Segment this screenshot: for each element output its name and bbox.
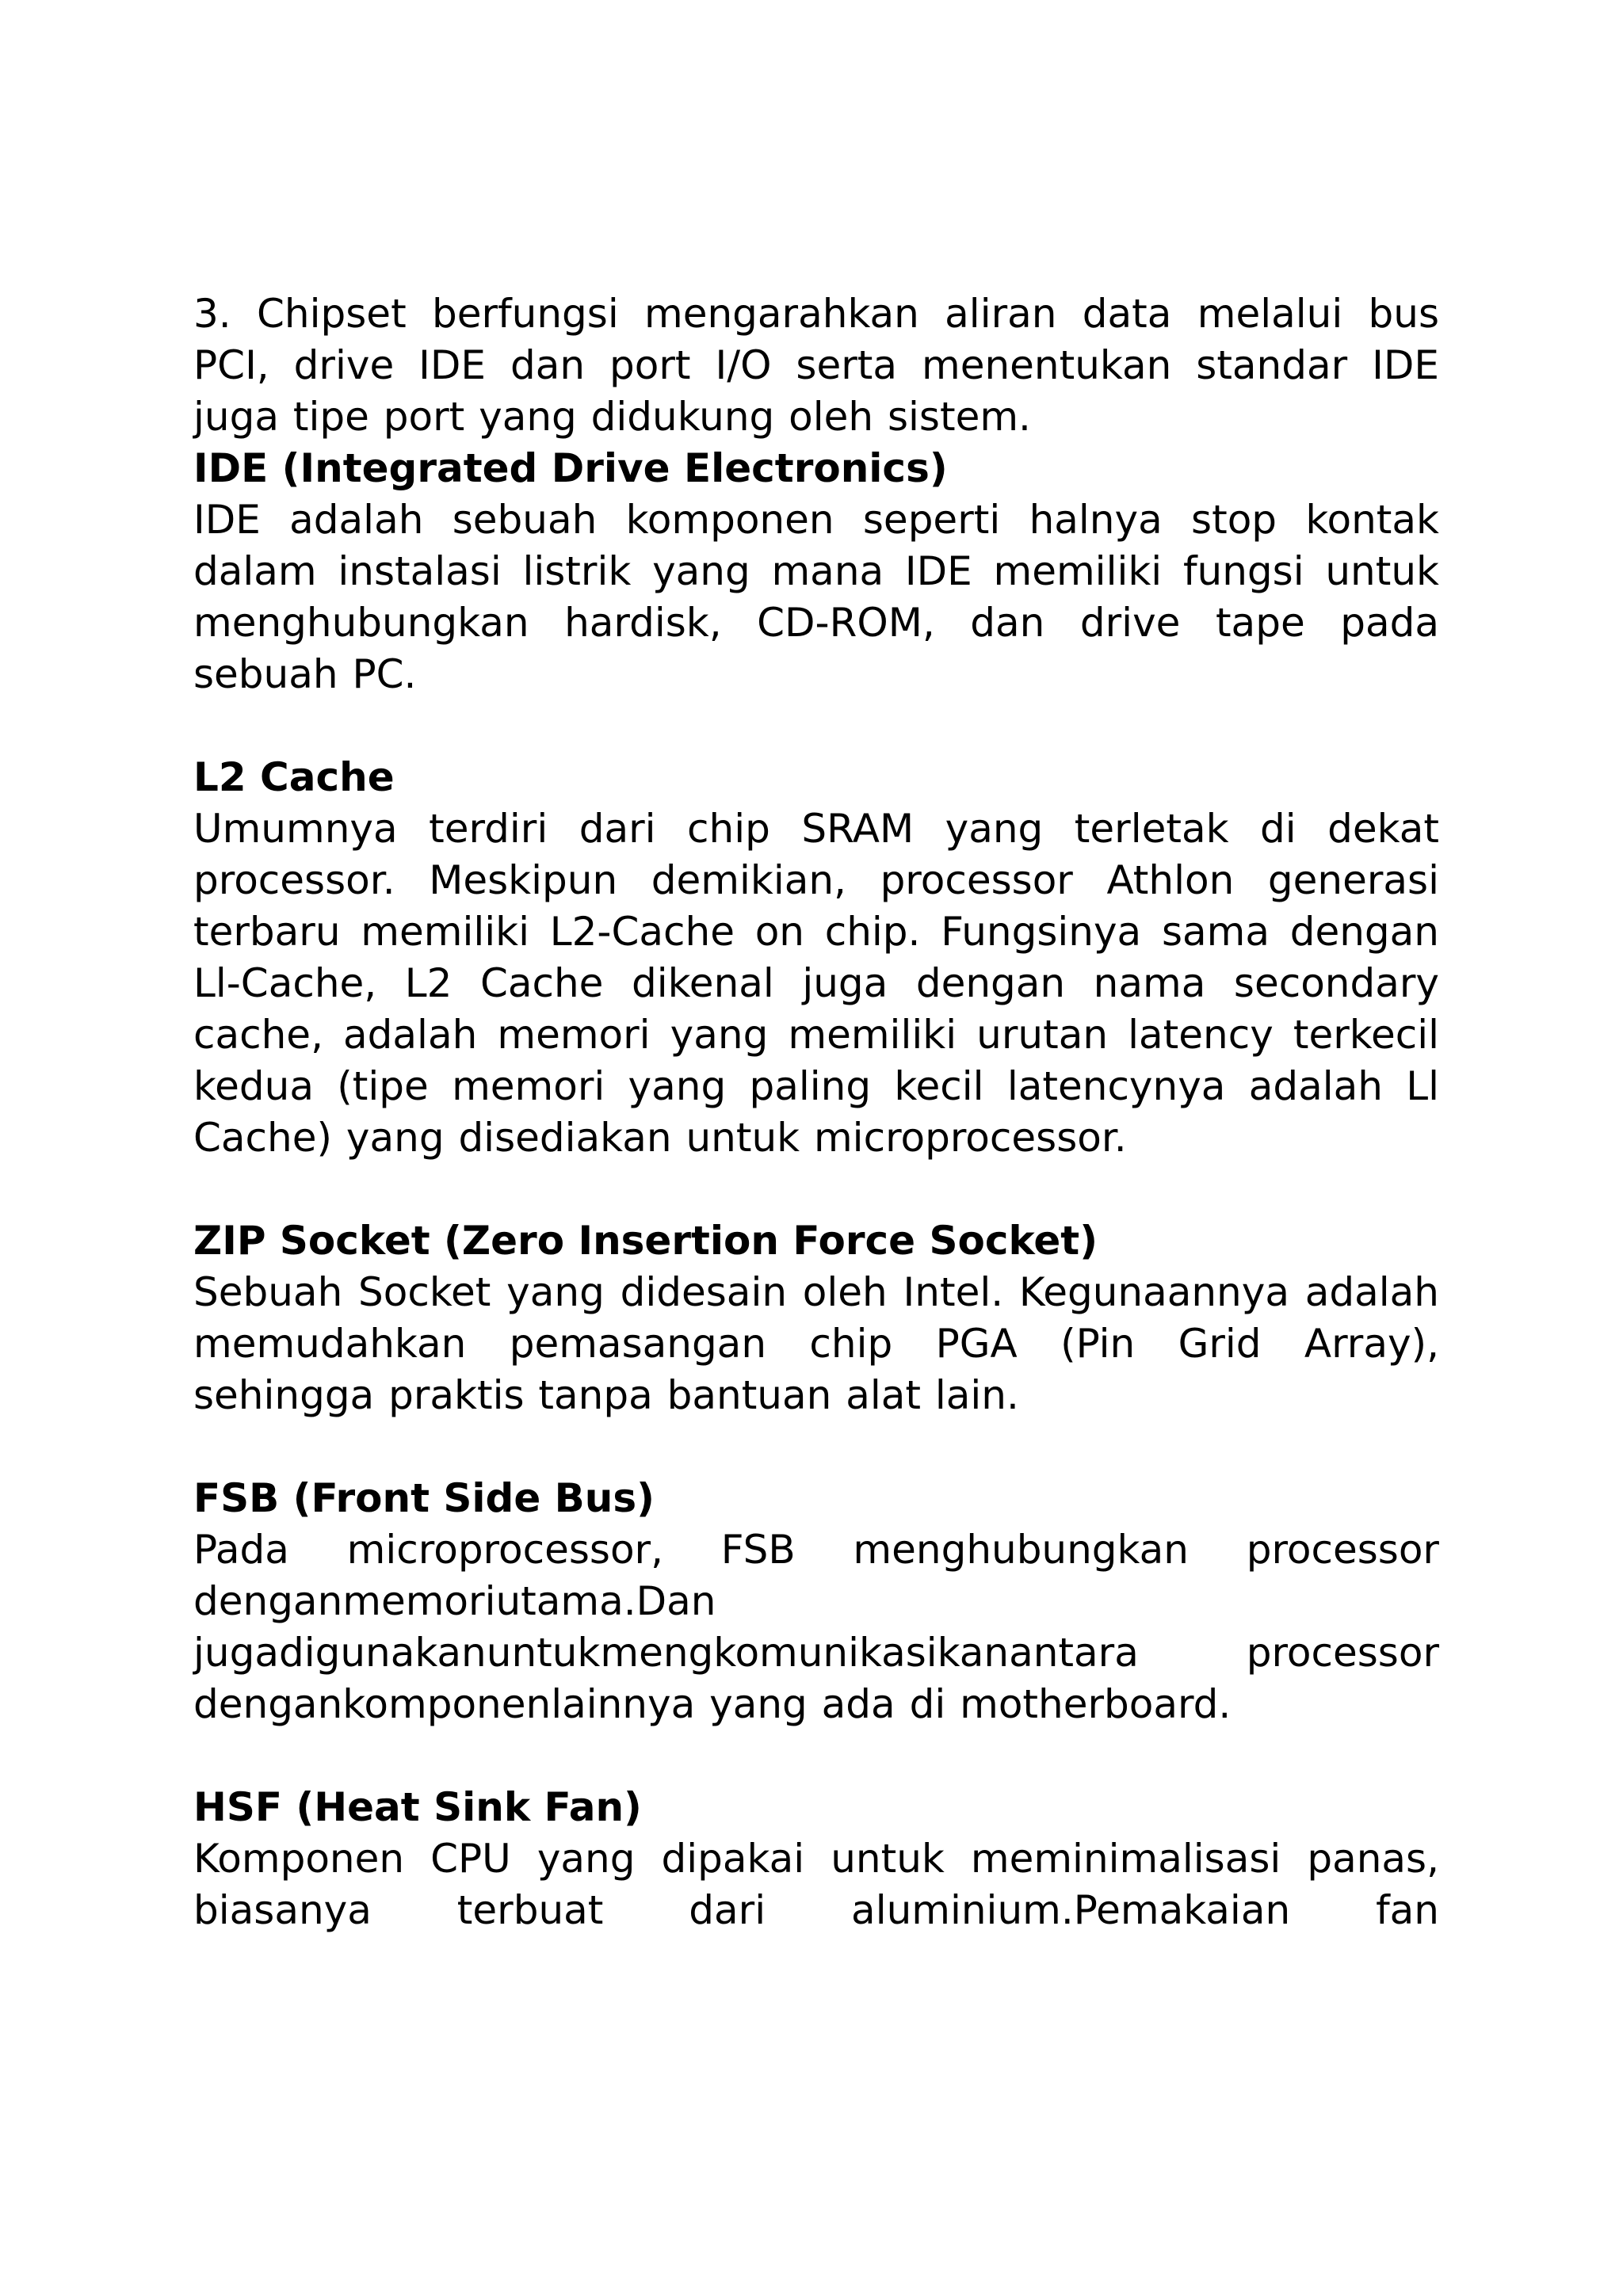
document-page — [193, 288, 1439, 1936]
section-body-l2-cache: Umumnya terdiri dari chip SRAM yang terletak di dekat processor. Meskipun demikian, processor Athlon generasi terbaru memiliki L2-Cache on chip. Fungsinya sama dengan Ll-Cache, L2 Cache dikenal juga dengan nama secondary cache, adalah memori yang memiliki urutan latency terkecil kedua (tipe memori yang paling kecil latencynya adalah Ll Cache) yang disediakan untuk microprocessor. — [193, 806, 1439, 1161]
section-body-fsb-line-4: dengankomponenlainnya yang ada di motherboard. — [193, 1681, 1232, 1727]
paragraph-spacer — [193, 1164, 1439, 1215]
section-body-fsb-line-3: jugadigunakanuntukmengkomunikasikanantara processor — [193, 1630, 1439, 1676]
section-heading-hsf: HSF (Heat Sink Fan) — [193, 1784, 642, 1830]
section-heading-ide: IDE (Integrated Drive Electronics) — [193, 445, 948, 491]
section-body-hsf: Komponen CPU yang dipakai untuk meminimalisasi panas, biasanya terbuat dari aluminium.Pemakaian fan — [193, 1836, 1439, 1933]
section-heading-zip-socket: ZIP Socket (Zero Insertion Force Socket) — [193, 1218, 1098, 1264]
section-body-fsb-line-1: Pada microprocessor, FSB menghubungkan processor — [193, 1527, 1439, 1573]
section-body-fsb-line-2: denganmemoriutama.Dan — [193, 1578, 716, 1624]
paragraph-spacer — [193, 1421, 1439, 1473]
section-heading-fsb: FSB (Front Side Bus) — [193, 1475, 655, 1521]
paragraph-spacer — [193, 700, 1439, 752]
section-body-ide: IDE adalah sebuah komponen seperti halnya stop kontak dalam instalasi listrik yang mana IDE memiliki fungsi untuk menghubungkan hardisk, CD-ROM, dan drive tape pada sebuah PC. — [193, 497, 1439, 697]
section-heading-l2-cache: L2 Cache — [193, 754, 395, 800]
intro-paragraph: 3. Chipset berfungsi mengarahkan aliran data melalui bus PCI, drive IDE dan port I/O serta menentukan standar IDE juga tipe port yang didukung oleh sistem. — [193, 291, 1439, 440]
section-body-zip-socket: Sebuah Socket yang didesain oleh Intel. Kegunaannya adalah memudahkan pemasangan chip PGA (Pin Grid Array), sehingga praktis tanpa bantuan alat lain. — [193, 1269, 1439, 1418]
paragraph-spacer — [193, 1730, 1439, 1782]
